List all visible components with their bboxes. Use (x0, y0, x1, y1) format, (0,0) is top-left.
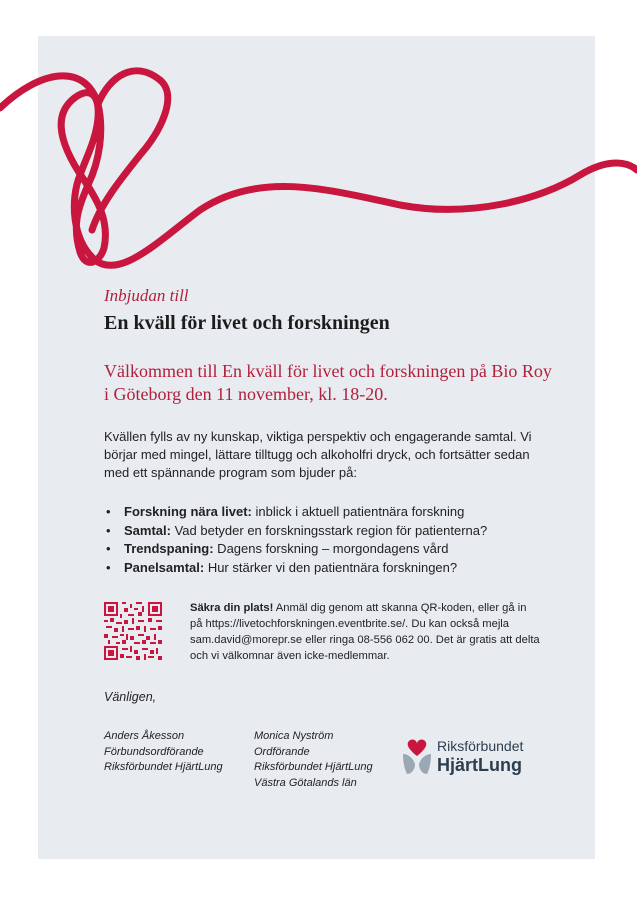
list-item-label: Trendspaning: (124, 541, 214, 556)
heart-ribbon-icon (0, 0, 637, 300)
logo-text-line1: Riksförbundet (437, 738, 524, 754)
list-item-text: Vad betyder en forskningsstark region för patienterna? (170, 522, 488, 538)
page-title: En kväll för livet och forskningen (104, 312, 390, 334)
signatory-role: Ordförande (254, 745, 310, 758)
signatory-org: Riksförbundet HjärtLung (104, 761, 223, 773)
signatory-name: Monica Nyström (254, 730, 334, 742)
welcome-text: Välkommen till En kväll för livet och forskningen på Bio Roy i Göteborg den 11 november, kl. 18-20. (104, 361, 552, 404)
list-item (104, 522, 487, 541)
list-item (104, 559, 487, 578)
registration-heading: Säkra din plats! (190, 602, 274, 614)
signature-block (104, 729, 223, 776)
registration-text (190, 600, 540, 664)
signatory-org: Riksförbundet HjärtLung (254, 761, 373, 773)
list-item-label: Forskning nära livet: (124, 504, 252, 519)
list-item-label: Samtal: (124, 522, 171, 538)
qr-code-icon[interactable] (104, 602, 162, 660)
signature-block (254, 729, 373, 791)
list-item-label: Panelsamtal: (124, 559, 205, 575)
list-item (104, 503, 487, 522)
signatory-name: Anders Åkesson (104, 730, 185, 742)
list-item-text: Hur stärker vi den patientnära forskningen? (204, 559, 458, 575)
closing-regards: Vänligen, (104, 690, 157, 704)
invitation-intro: Inbjudan till (104, 286, 189, 305)
body-text: Kvällen fylls av ny kunskap, viktiga perspektiv och engagerande samtal. Vi börjar med mingel, lättare tilltugg och alkoholfri dryck, och fortsätter sedan med ett spännande program som bjuder på: (104, 429, 532, 480)
list-item-text: inblick i aktuell patientnära forskning (251, 504, 465, 519)
signatory-region: Västra Götalands län (254, 776, 357, 789)
registration-body: Anmäl dig genom att skanna QR-koden, eller gå in på https://livetochforskningen.eventbrite.se/. Du kan också mejla sam.david@morepr.se eller ringa 08-556 062 00. Det är gratis att delta och vi välkomnar även icke-medlemmar. (190, 602, 540, 662)
list-item-text: Dagens forskning – morgondagens vård (213, 541, 449, 556)
program-list (104, 503, 487, 577)
logo-text-line2: HjärtLung (437, 755, 522, 775)
signatory-role: Förbundsordförande (104, 745, 204, 758)
organization-logo (400, 736, 540, 780)
list-item (104, 540, 487, 559)
heart-lung-logo-icon (400, 738, 434, 776)
